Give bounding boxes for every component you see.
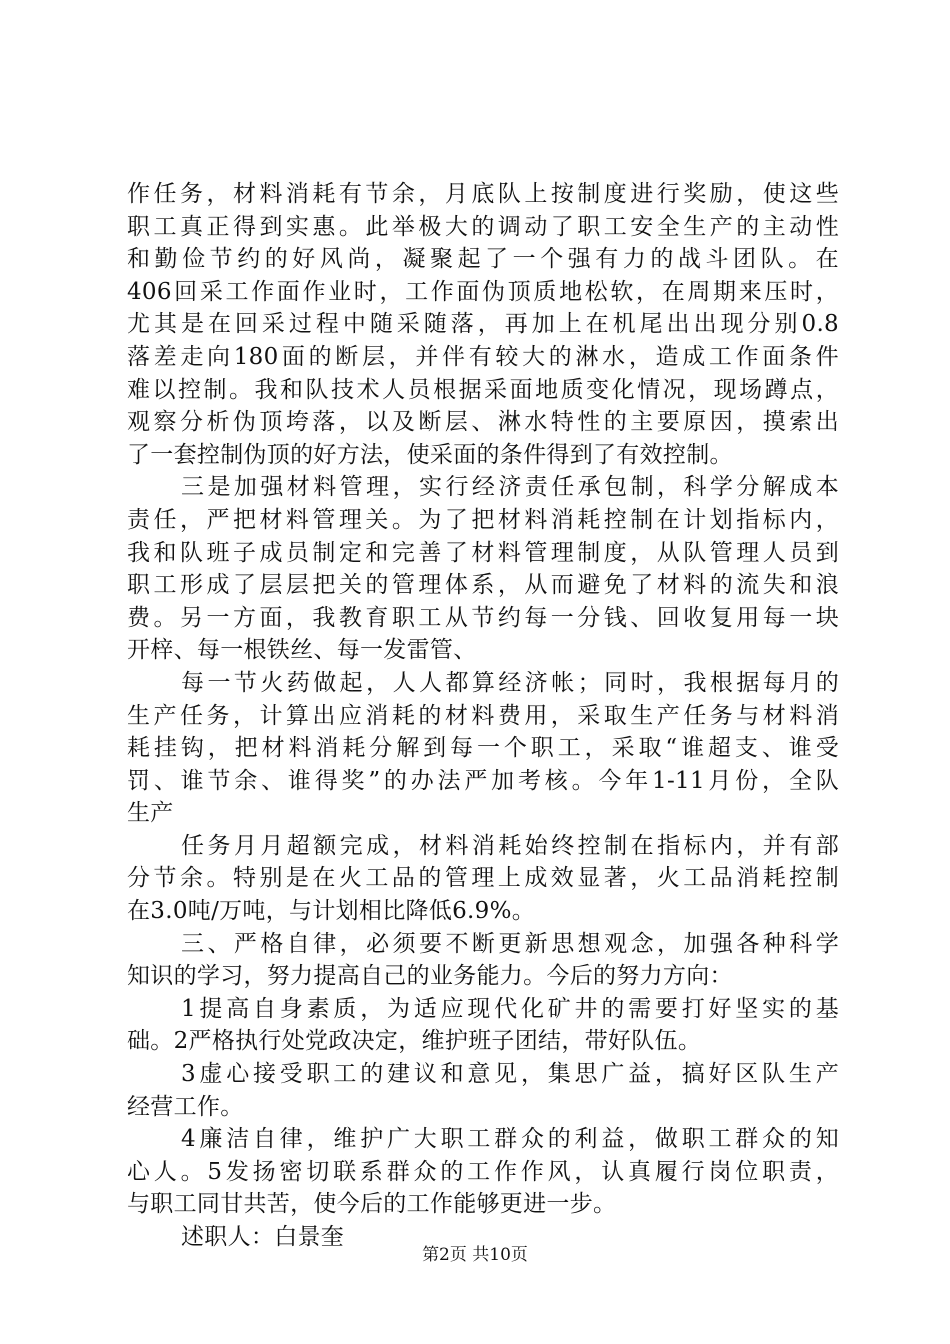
text-line: 406回采工作面作业时，工作面伪顶质地松软，在周期来压时， <box>127 278 839 305</box>
text-line: 开梓、每一根铁丝、每一发雷管、 <box>127 637 477 664</box>
text-line: 职工真正得到实惠。此举极大的调动了职工安全生产的主动性 <box>127 213 839 240</box>
text-line: 责任，严把材料管理关。为了把材料消耗控制在计划指标内， <box>127 506 839 533</box>
text-line: 与职工同甘共苦，使今后的工作能够更进一步。 <box>127 1191 617 1218</box>
text-line: 知识的学习，努力提高自己的业务能力。今后的努力方向： <box>127 963 733 990</box>
paragraph-first-line: 任务月月超额完成，材料消耗始终控制在指标内，并有部 <box>181 832 839 859</box>
text-line: 观察分析伪顶垮落，以及断层、淋水特性的主要原因，摸索出 <box>127 409 839 436</box>
text-line: 我和队班子成员制定和完善了材料管理制度，从队管理人员到 <box>127 539 839 566</box>
paragraph-first-line: 述职人：白景奎 <box>181 1224 345 1250</box>
text-line: 耗挂钩，把材料消耗分解到每一个职工，采取“谁超支、谁受 <box>127 735 839 762</box>
paragraph-first-line: 三、严格自律，必须要不断更新思想观念，加强各种科学 <box>181 930 839 957</box>
body-text <box>127 178 839 1254</box>
text-line: 和勤俭节约的好风尚，凝聚起了一个强有力的战斗团队。在 <box>127 246 839 273</box>
page-number-footer: 第2页 共10页 <box>422 1245 528 1265</box>
text-line: 罚、谁节余、谁得奖”的办法严加考核。今年1-11月份，全队 <box>127 767 839 794</box>
paragraph-first-line: 4廉洁自律，维护广大职工群众的利益，做职工群众的知 <box>181 1126 839 1153</box>
text-line: 生产 <box>127 800 174 827</box>
text-line: 费。另一方面，我教育职工从节约每一分钱、回收复用每一块 <box>127 604 839 631</box>
text-line: 难以控制。我和队技术人员根据采面地质变化情况，现场蹲点， <box>127 376 839 403</box>
text-line: 础。2严格执行处党政决定，维护班子团结，带好队伍。 <box>127 1028 702 1055</box>
text-line: 在3.0吨/万吨，与计划相比降低6.9%。 <box>127 898 536 925</box>
text-line: 了一套控制伪顶的好方法，使采面的条件得到了有效控制。 <box>127 441 733 468</box>
paragraph-first-line: 3虚心接受职工的建议和意见，集思广益，搞好区队生产 <box>181 1061 839 1088</box>
text-line: 作任务，材料消耗有节余，月底队上按制度进行奖励，使这些 <box>127 181 839 207</box>
paragraph-first-line: 三是加强材料管理，实行经济责任承包制，科学分解成本 <box>181 474 839 501</box>
text-line: 心人。5发扬密切联系群众的工作作风，认真履行岗位职责， <box>127 1158 839 1185</box>
text-line: 生产任务，计算出应消耗的材料费用，采取生产任务与材料消 <box>127 702 839 729</box>
text-line: 职工形成了层层把关的管理体系，从而避免了材料的流失和浪 <box>127 572 839 599</box>
paragraph-first-line: 1提高自身素质，为适应现代化矿井的需要打好坚实的基 <box>181 995 839 1022</box>
text-line: 尤其是在回采过程中随采随落，再加上在机尾出出现分别0.8 <box>127 311 839 338</box>
text-line: 落差走向180面的断层，并伴有较大的淋水，造成工作面条件 <box>127 343 839 370</box>
paragraph-first-line: 每一节火药做起，人人都算经济帐；同时，我根据每月的 <box>181 669 839 696</box>
text-line: 经营工作。 <box>127 1093 244 1120</box>
text-line: 分节余。特别是在火工品的管理上成效显著，火工品消耗控制 <box>127 865 839 892</box>
